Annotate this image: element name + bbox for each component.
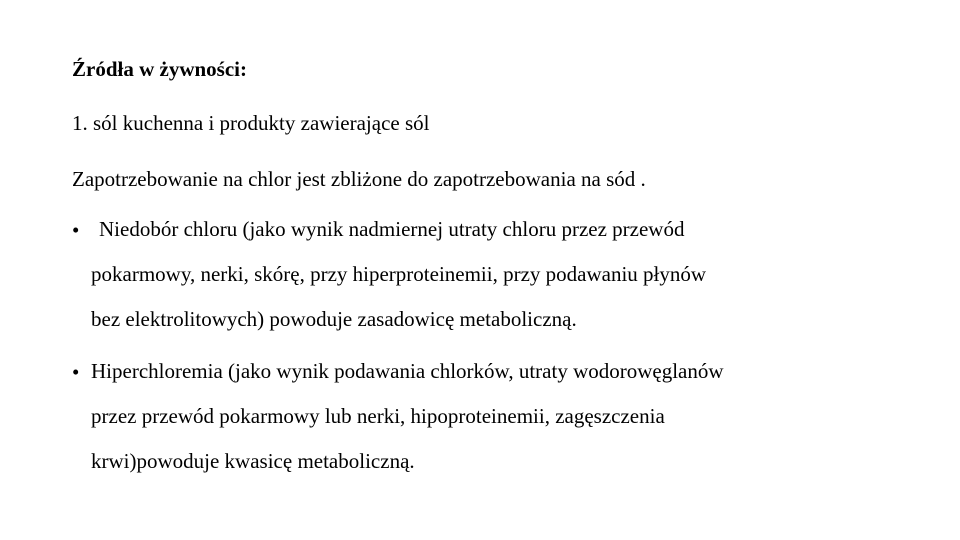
bullet-hyperchloremia [72, 349, 892, 489]
bullet-marker: • [72, 360, 80, 384]
bullet-text: Hiperchloremia (jako wynik podawania chlorków, utraty wodorowęglanów przez przewód pokarmowy lub nerki, hipoproteinemii, zagęszczenia krwi)powoduje kwasicę metaboliczną. [91, 359, 724, 473]
slide-title: Źródła w żywności: [72, 57, 247, 81]
bullet-marker: • [72, 218, 80, 242]
bullet-chlorine-deficiency [72, 207, 892, 347]
bullet-text: Niedobór chloru (jako wynik nadmiernej utraty chloru przez przewód pokarmowy, nerki, skórę, przy hiperproteinemii, przy podawaniu płynów bez elektrolitowych) powoduje zasadowicę metaboliczną. [91, 217, 707, 331]
food-source-item: 1. sól kuchenna i produkty zawierające sól [72, 111, 430, 135]
chlorine-demand-text: Zapotrzebowanie na chlor jest zbliżone do zapotrzebowania na sód . [72, 167, 646, 191]
